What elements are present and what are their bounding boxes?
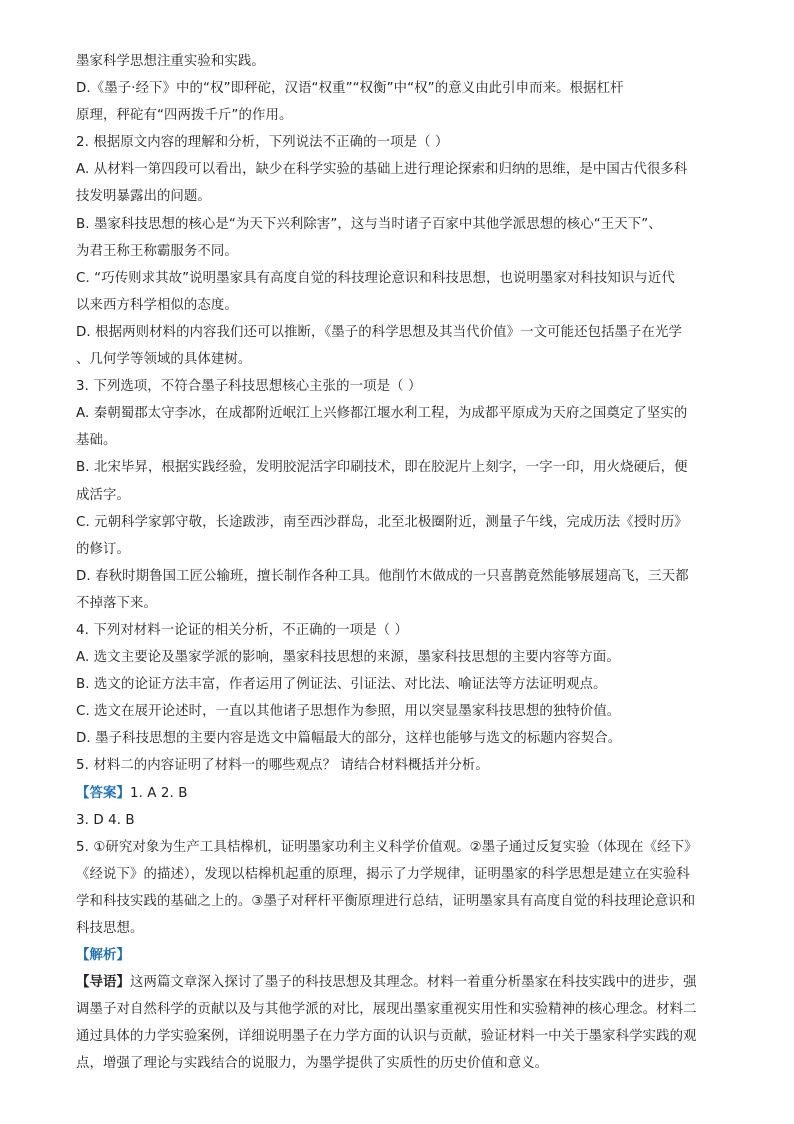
answer-line-1 (76, 780, 726, 807)
intro-text-line: 调墨子对自然科学的贡献以及与其他学派的对比，展现出墨家重视实用性和实验精神的核心理念。材料二 (76, 1002, 697, 1018)
text-line: 、几何学等领域的具体建树。 (76, 352, 252, 368)
text-line: B. 北宋毕昇，根据实践经验，发明胶泥活字印刷技术，即在胶泥片上刻字，一字一印，用火烧硬后，便 (76, 460, 688, 476)
answer-label: 【答案】 (76, 785, 130, 801)
text-line: B. 选文的论证方法丰富，作者运用了例证法、引证法、对比法、喻证法等方法证明观点。 (76, 677, 607, 693)
text-line: D. 根据两则材料的内容我们还可以推断，《墨子的科学思想及其当代价值》一文可能还包括墨子在光学 (76, 324, 683, 340)
text-line: 为君王称王称霸服务不同。 (76, 243, 238, 259)
question-4-stem: 4. 下列对材料一论证的相关分析，不正确的一项是（ ） (76, 622, 408, 638)
intro-text-line: 通过具体的力学实验案例，详细说明墨子在力学方面的认识与贡献，验证材料一中关于墨家科学实践的观 (76, 1029, 697, 1045)
text-line: 墨家科学思想注重实验和实践。 (76, 54, 265, 69)
text-line: D. 墨子科技思想的主要内容是选文中篇幅最大的部分，这样也能够与选文的标题内容契合。 (76, 731, 622, 747)
intro-text: 这两篇文章深入探讨了墨子的科技思想及其理念。材料一着重分析墨家在科技实践中的进步，强 (129, 975, 697, 991)
text-line: B. 墨家科技思想的核心是“为天下兴利除害”，这与当时诸子百家中其他学派思想的核心“王天下”、 (76, 216, 662, 232)
text-line: C. 选文在展开论述时，一直以其他诸子思想作为参照，用以突显墨家科技思想的独特价值。 (76, 704, 621, 720)
answer-text-line: 学和科技实践的基础之上的。③墨子对秤杆平衡原理进行总结，证明墨家具有高度自觉的科技理论意识和 (76, 893, 696, 909)
text-line: 以来西方科学相似的态度。 (76, 297, 238, 313)
text-line: 基础。 (76, 433, 117, 449)
text-line: 技发明暴露出的问题。 (76, 189, 211, 205)
answer-text-line: 《经说下》的描述），发现以桔槔机起重的原理，揭示了力学规律，证明墨家的科学思想是建立在实验科 (76, 866, 690, 882)
answer-text-line: 5. ①研究对象为生产工具桔槔机，证明墨家功利主义科学价值观。②墨子通过反复实验（体现在《经下》 (76, 839, 698, 855)
answer-text-line: 科技思想。 (76, 921, 144, 936)
text-line: A. 从材料一第四段可以看出，缺少在科学实验的基础上进行理论探索和归纳的思维，是中国古代很多科 (76, 162, 688, 178)
question-3-stem: 3. 下列选项，不符合墨子科技思想核心主张的一项是（ ） (76, 379, 422, 395)
document-page (76, 48, 726, 1078)
intro-line-1 (76, 969, 726, 996)
text-line: 的修订。 (76, 541, 130, 557)
question-5-stem: 5. 材料二的内容证明了材料一的哪些观点？ 请结合材料概括并分析。 (76, 758, 489, 774)
question-2-stem: 2. 根据原文内容的理解和分析，下列说法不正确的一项是（ ） (76, 135, 449, 151)
text-line: A. 选文主要论及墨家学派的影响，墨家科技思想的来源，墨家科技思想的主要内容等方面。 (76, 650, 620, 666)
text-line: C. “巧传则求其故”说明墨家具有高度自觉的科技理论意识和科技思想，也说明墨家对科技知识与近代 (76, 270, 675, 286)
text-line: D. 春秋时期鲁国工匠公输班，擅长制作各种工具。他削竹木做成的一只喜鹊竟然能够展翅高飞，三天都 (76, 568, 689, 584)
text-line: 成活字。 (76, 487, 130, 503)
analysis-heading (76, 942, 726, 969)
text-line: A. 秦朝蜀郡太守李冰，在成都附近岷江上兴修都江堰水利工程，为成都平原成为天府之国奠定了坚实的 (76, 406, 688, 422)
text-line: C. 元朝科学家郭守敬，长途跋涉，南至西沙群岛，北至北极圈附近，测量子午线，完成历法《授时历》 (76, 514, 688, 530)
text-line: D.《墨子·经下》中的“权”即秤砣，汉语“权重”“权衡”中“权”的意义由此引申而来。根据杠杆 (76, 81, 624, 97)
intro-label: 【导语】 (76, 975, 130, 991)
analysis-label: 【解析】 (76, 948, 130, 964)
text-line: 原理，秤砣有“四两拨千斤”的作用。 (76, 108, 293, 124)
intro-text-line: 点，增强了理论与实践结合的说服力，为墨学提供了实质性的历史价值和意义。 (76, 1056, 549, 1072)
text-line: 不掉落下来。 (76, 595, 157, 611)
answer-line-2: 3. D 4. B (76, 812, 135, 828)
answer-text: 1. A 2. B (129, 785, 188, 801)
